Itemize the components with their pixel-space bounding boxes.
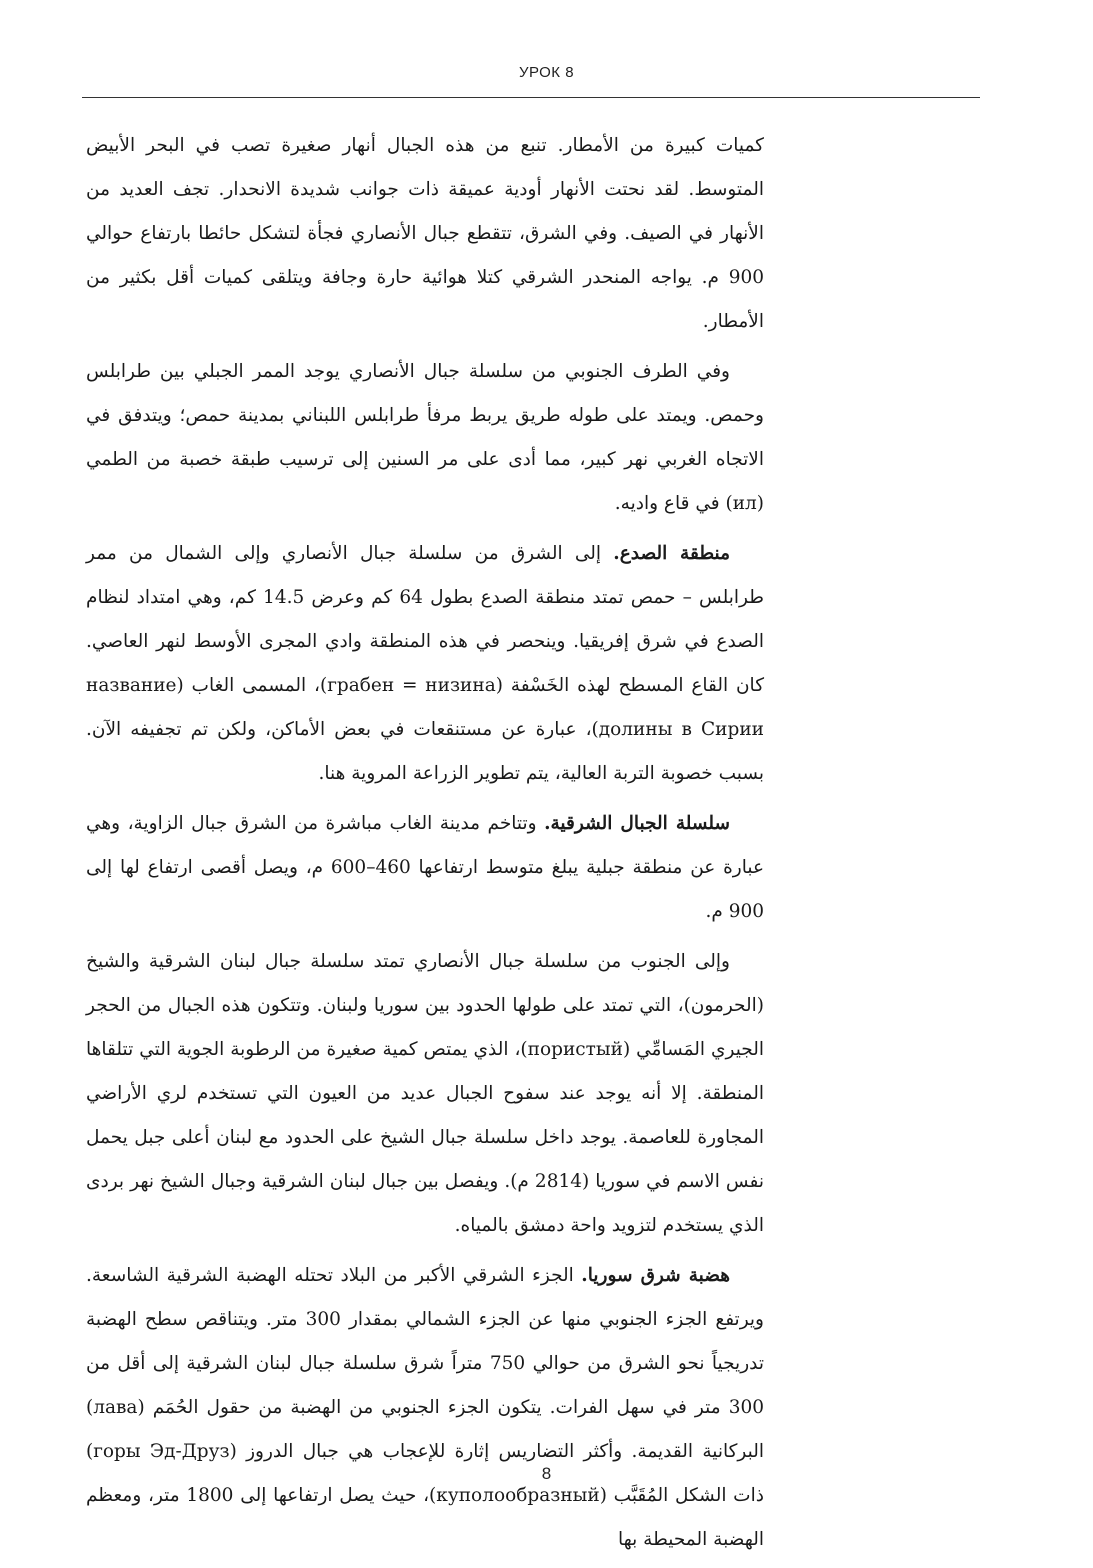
paragraph-3-heading: منطقة الصدع. [613,543,730,564]
paragraph-4-heading: سلسلة الجبال الشرقية. [544,813,730,834]
paragraph-2 [86,350,764,526]
paragraph-4 [86,802,764,934]
paragraph-1 [86,124,764,344]
page-number: 8 [541,1464,552,1483]
body-text [86,124,764,1568]
paragraph-3 [86,532,764,796]
header-rule [82,97,980,98]
paragraph-6-heading: هضبة شرق سوريا. [581,1265,730,1286]
paragraph-5 [86,940,764,1248]
paragraph-6-text: الجزء الشرقي الأكبر من البلاد تحتله الهضبة الشرقية الشاسعة. ويرتفع الجزء الجنوبي منها عن الجزء الشمالي بمقدار 300 متر. ويتناقص سطح الهضبة تدريجياً نحو الشرق من حوالي 750 متراً شرق سلسلة جبال لبنان الشرقية إلى أقل من 300 متر في سهل الفرات. يتكون الجزء الجنوبي من الهضبة من حقول الحُمَم (лава) البركانية القديمة. وأكثر التضاريس إثارة للإعجاب هي جبال الدروز (горы Эд-Друз) ذات الشكل المُقَبَّب (куполообразный)، حيث يصل ارتفاعها إلى 1800 متر، ومعظم الهضبة المحيطة بها [86,1265,764,1550]
running-header: УРОК 8 [518,64,575,81]
paragraph-3-text: إلى الشرق من سلسلة جبال الأنصاري وإلى الشمال من ممر طرابلس – حمص تمتد منطقة الصدع بطول 64 كم وعرض 14.5 كم، وهي امتداد لنظام الصدع في شرق إفريقيا. وينحصر في هذه المنطقة وادي المجرى الأوسط لنهر العاصي. كان القاع المسطح لهذه الخَسْفة (грабен = низина)، المسمى الغاب (название долины в Сирии)، عبارة عن مستنقعات في بعض الأماكن، ولكن تم تجفيفه الآن. بسبب خصوبة التربة العالية، يتم تطوير الزراعة المروية هنا. [86,543,765,784]
paragraph-4-text: وتتاخم مدينة الغاب مباشرة من الشرق جبال الزاوية، وهي عبارة عن منطقة جبلية يبلغ متوسط ارتفاعها 460–600 م، ويصل أقصى ارتفاع لها إلى 900 م. [86,813,764,922]
paragraph-2-text: وفي الطرف الجنوبي من سلسلة جبال الأنصاري يوجد الممر الجبلي بين طرابلس وحمص. ويمتد على طوله طريق يربط مرفأ طرابلس اللبناني بمدينة حمص؛ ويتدفق في الاتجاه الغربي نهر كبير، مما أدى على مر السنين إلى ترسيب طبقة خصبة من الطمي (ил) في قاع واديه. [86,361,764,514]
paragraph-5-text: وإلى الجنوب من سلسلة جبال الأنصاري تمتد سلسلة جبال لبنان الشرقية والشيخ (الحرمون)، التي تمتد على طولها الحدود بين سوريا ولبنان. وتتكون هذه الجبال من الحجر الجيري المَسامِّي (пористый)، الذي يمتص كمية صغيرة من الرطوبة الجوية التي تتلقاها المنطقة. إلا أنه يوجد عند سفوح الجبال عديد من العيون التي تستخدم لري الأراضي المجاورة للعاصمة. يوجد داخل سلسلة جبال الشيخ على الحدود مع لبنان أعلى جبل يحمل نفس الاسم في سوريا (2814 م). ويفصل بين جبال لبنان الشرقية وجبال الشيخ نهر بردى الذي يستخدم لتزويد واحة دمشق بالمياه. [86,951,764,1236]
paragraph-6 [86,1254,764,1562]
paragraph-1-text: كميات كبيرة من الأمطار. تنبع من هذه الجبال أنهار صغيرة تصب في البحر الأبيض المتوسط. لقد نحتت الأنهار أودية عميقة ذات جوانب شديدة الانحدار. تجف العديد من الأنهار في الصيف. وفي الشرق، تتقطع جبال الأنصاري فجأة لتشكل حائطا بارتفاع حوالي 900 م. يواجه المنحدر الشرقي كتلا هوائية حارة وجافة ويتلقى كميات أقل بكثير من الأمطار. [86,135,764,332]
